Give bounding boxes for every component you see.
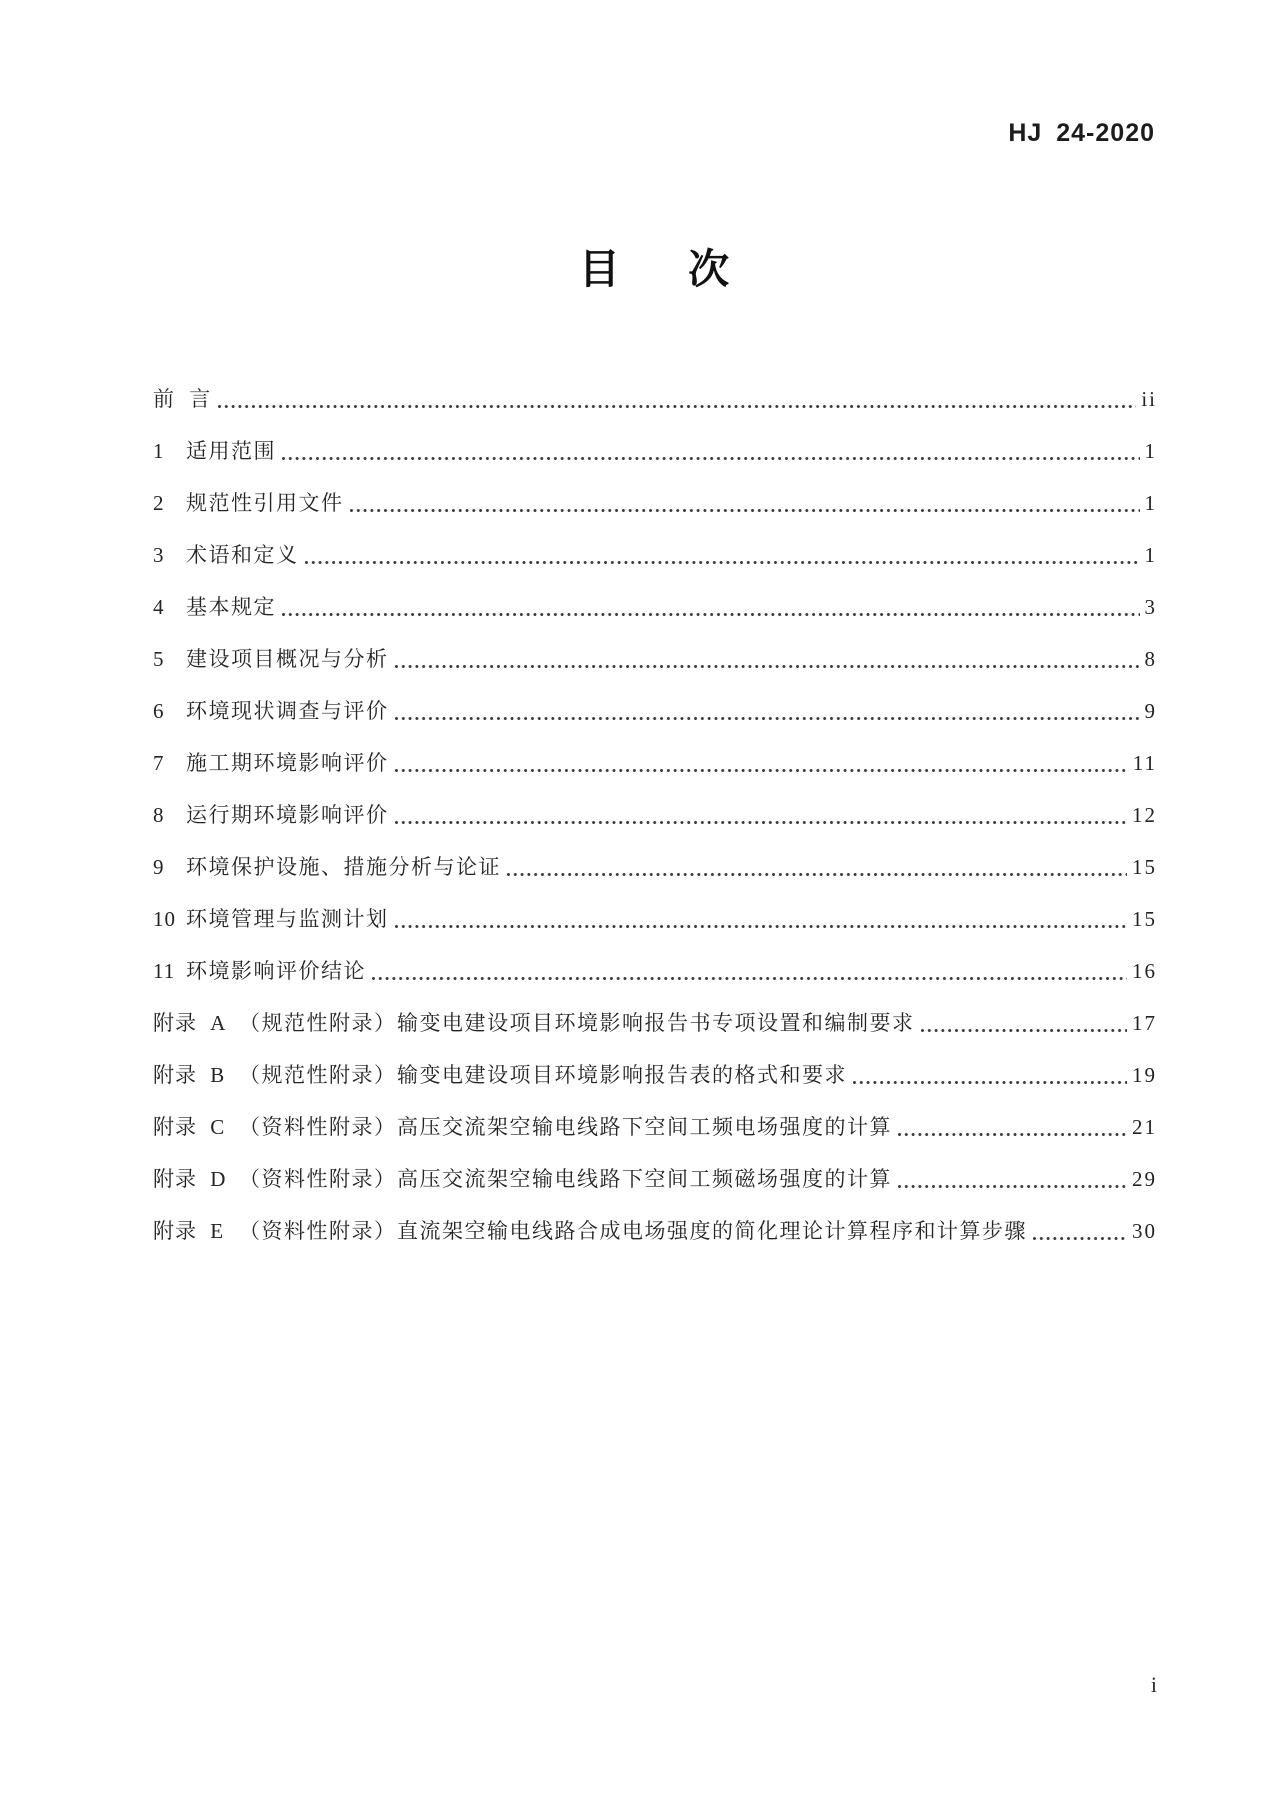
toc-entry-number: 6 — [153, 698, 165, 723]
toc-entry-number: 10 — [153, 906, 176, 931]
toc-entry-page-number: 1 — [1144, 490, 1157, 515]
dot-leader — [921, 1029, 1128, 1032]
toc-entry — [153, 367, 1155, 419]
toc-entry-title: 基本规定 — [186, 594, 276, 619]
toc-entry — [153, 575, 1155, 627]
dot-leader — [898, 1185, 1127, 1188]
toc-entry-number: 7 — [153, 750, 165, 775]
toc-entry-title: 施工期环境影响评价 — [186, 750, 389, 775]
toc-entry-page-number: 19 — [1132, 1062, 1157, 1087]
toc-entry — [153, 939, 1155, 991]
toc-entry-number: 5 — [153, 646, 165, 671]
dot-leader — [395, 925, 1128, 928]
toc-entry-page-number: 12 — [1132, 802, 1157, 827]
toc-entry — [153, 471, 1155, 523]
toc-entry-title: 运行期环境影响评价 — [186, 802, 389, 827]
footer-page-number: i — [1150, 1672, 1157, 1697]
toc-entry-page-number: 9 — [1144, 698, 1157, 723]
toc-entry-number: 附录 E — [153, 1218, 225, 1243]
toc-entry-appendix-type: （资料性附录） — [239, 1218, 397, 1243]
toc-entry — [153, 679, 1155, 731]
toc-entry-page-number: 15 — [1132, 854, 1157, 879]
toc-entry — [153, 1043, 1155, 1095]
toc-entry-appendix-type: （规范性附录） — [239, 1010, 397, 1035]
toc-entry-page-number: 1 — [1144, 542, 1157, 567]
toc-entry-title: 环境现状调查与评价 — [186, 698, 389, 723]
toc-entry — [153, 1147, 1155, 1199]
toc-entry-title: 高压交流架空输电线路下空间工频电场强度的计算 — [397, 1114, 892, 1139]
toc-entry-title: 高压交流架空输电线路下空间工频磁场强度的计算 — [397, 1166, 892, 1191]
toc-entry — [153, 523, 1155, 575]
page-title: 目 次 — [578, 246, 730, 292]
toc-entry — [153, 991, 1155, 1043]
toc-entry — [153, 419, 1155, 471]
toc-entry-number: 2 — [153, 490, 165, 515]
toc-entry-title: 术语和定义 — [186, 542, 299, 567]
toc-entry-appendix-type: （资料性附录） — [239, 1166, 397, 1191]
toc-entry-page-number: 3 — [1144, 594, 1157, 619]
toc-entry-page-number: ii — [1141, 386, 1157, 411]
toc-entry-title: 规范性引用文件 — [186, 490, 344, 515]
toc-entry-page-number: 29 — [1132, 1166, 1157, 1191]
dot-leader — [853, 1081, 1127, 1084]
dot-leader — [898, 1133, 1127, 1136]
toc-entry-number: 4 — [153, 594, 165, 619]
toc-entry-appendix-type: （资料性附录） — [239, 1114, 397, 1139]
toc-entry-number: 附录 C — [153, 1114, 226, 1139]
toc-entry-number: 附录 A — [153, 1010, 227, 1035]
dot-leader — [305, 561, 1140, 564]
toc-entry-page-number: 16 — [1132, 958, 1157, 983]
toc-entry-number: 3 — [153, 542, 165, 567]
toc-entry-title: 输变电建设项目环境影响报告书专项设置和编制要求 — [397, 1010, 915, 1035]
toc-entry-number: 附录 D — [153, 1166, 227, 1191]
dot-leader — [395, 717, 1140, 720]
toc-entry — [153, 1199, 1155, 1251]
toc-entry-title: 适用范围 — [186, 438, 276, 463]
toc-entry-page-number: 15 — [1132, 906, 1157, 931]
dot-leader — [395, 821, 1128, 824]
dot-leader — [350, 509, 1140, 512]
toc-entry-title: 环境保护设施、措施分析与论证 — [186, 854, 501, 879]
toc-entry — [153, 887, 1155, 939]
toc-entry-page-number: 30 — [1132, 1218, 1157, 1243]
toc-entry-number: 9 — [153, 854, 165, 879]
toc-entry-title: 前 言 — [153, 386, 212, 411]
toc-entry — [153, 627, 1155, 679]
dot-leader — [282, 457, 1140, 460]
toc-entry-title: 环境管理与监测计划 — [186, 906, 389, 931]
standard-code: HJ 24-2020 — [1008, 119, 1155, 147]
toc-entry — [153, 783, 1155, 835]
table-of-contents — [153, 367, 1155, 1251]
toc-entry-page-number: 1 — [1144, 438, 1157, 463]
dot-leader — [372, 977, 1127, 980]
toc-entry-number: 1 — [153, 438, 165, 463]
toc-entry-page-number: 8 — [1144, 646, 1157, 671]
toc-entry-number: 8 — [153, 802, 165, 827]
toc-entry — [153, 731, 1155, 783]
toc-entry-page-number: 17 — [1132, 1010, 1157, 1035]
toc-entry — [153, 1095, 1155, 1147]
toc-entry-number: 附录 B — [153, 1062, 226, 1087]
toc-entry — [153, 835, 1155, 887]
toc-entry-number: 11 — [153, 958, 176, 983]
toc-entry-page-number: 21 — [1132, 1114, 1157, 1139]
dot-leader — [507, 873, 1127, 876]
dot-leader — [218, 405, 1137, 408]
toc-entry-title: 直流架空输电线路合成电场强度的简化理论计算程序和计算步骤 — [397, 1218, 1027, 1243]
dot-leader — [282, 613, 1140, 616]
toc-entry-title: 建设项目概况与分析 — [186, 646, 389, 671]
dot-leader — [1033, 1237, 1127, 1240]
toc-entry-appendix-type: （规范性附录） — [239, 1062, 397, 1087]
toc-entry-page-number: 11 — [1132, 750, 1157, 775]
dot-leader — [395, 769, 1128, 772]
toc-entry-title: 环境影响评价结论 — [186, 958, 366, 983]
dot-leader — [395, 665, 1140, 668]
toc-entry-title: 输变电建设项目环境影响报告表的格式和要求 — [397, 1062, 847, 1087]
